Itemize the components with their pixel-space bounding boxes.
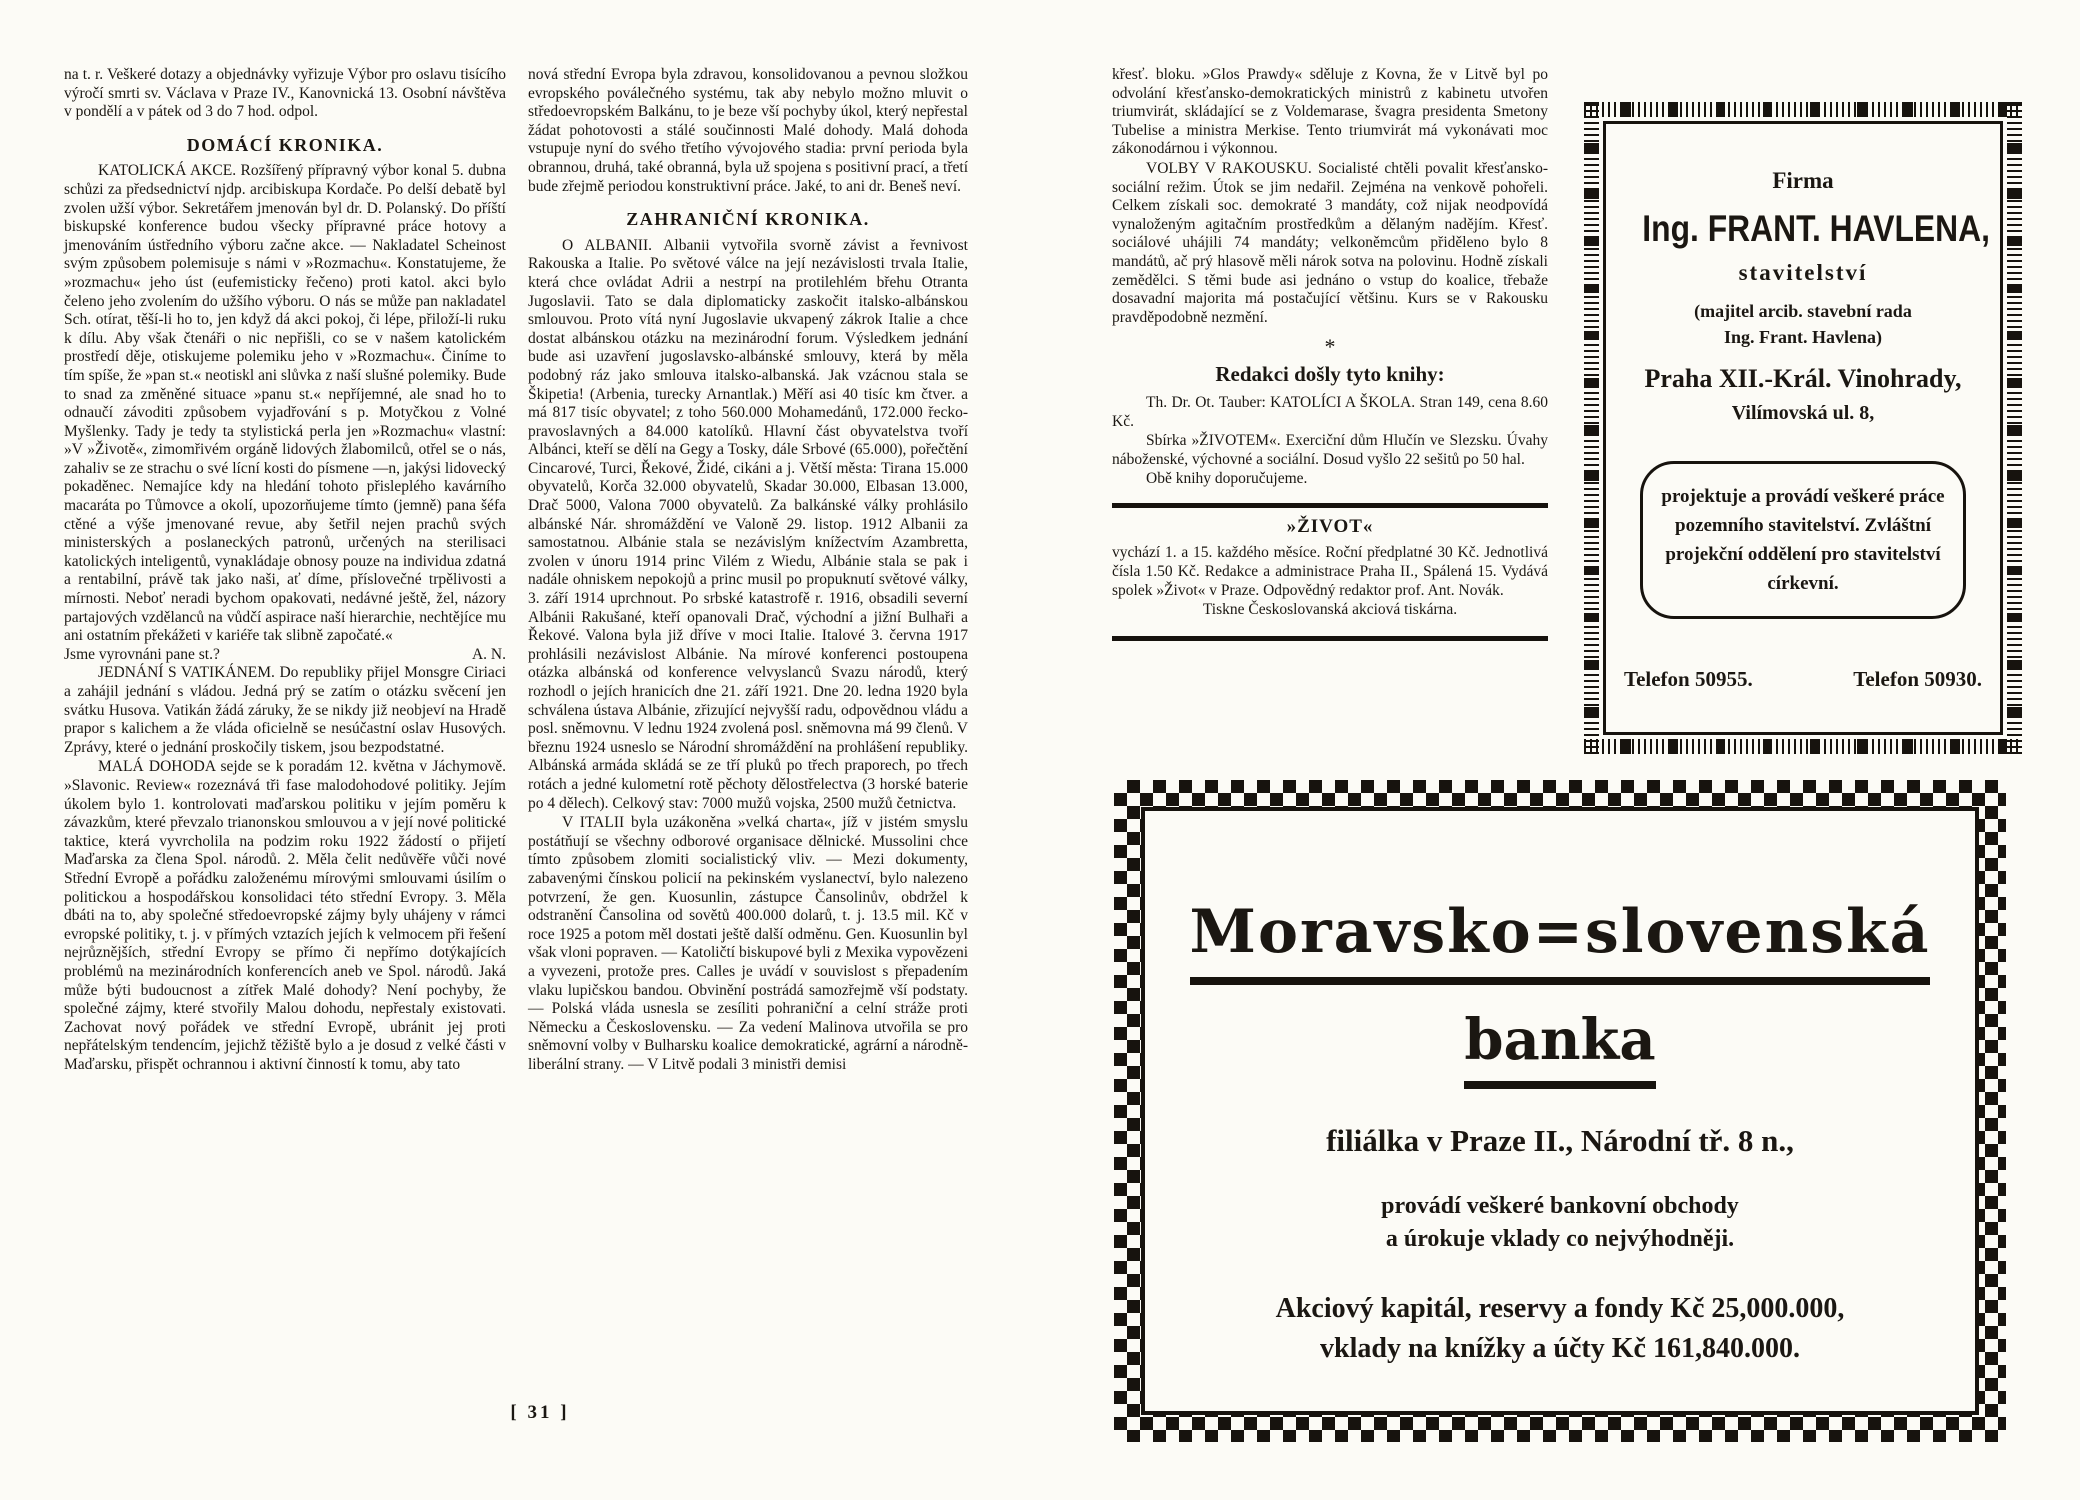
paragraph-intro: na t. r. Veškeré dotazy a objednávky vyřizuje Výbor pro oslavu tisícího výročí smrti sv. Václava v Praze IV., Kanovnická 13. Osobní návštěva v pondělí a v pátek od 3 do 7 hod. odpol. — [64, 66, 506, 121]
hatched-border-top — [1584, 102, 2022, 117]
paragraph-continuation: nová střední Evropa byla zdravou, konsolidovanou a pevnou složkou evropského poválečného systému, tak aby nebylo možno mluvit o středoevropském Balkánu, to je beze vší pochyby úkol, který nepřestal žádat pohotovosti a stálé součinnosti Malé dohody. Malá dohoda vstupuje nyní do svého třetího vývojového stadia: první perioda byla obrannou, druhá, také obranná, byla už spojena s positivní prací, a třetí bude zřejmě periodou konstruktivní práce. Jaké, to ani dr. Beneš neví. — [528, 66, 968, 195]
printer-line: Tiskne Českoslovanská akciová tiskárna. — [1202, 601, 1458, 619]
book-item-zivotem: Sbírka »ŽIVOTEM«. Exerciční dům Hlučín ve Slezsku. Úvahy náboženské, výchovné a sociální. Dosud vyšlo 22 sešitů po 50 hal. — [1112, 432, 1548, 468]
paragraph-katolicka-akce: KATOLICKÁ AKCE. Rozšířený přípravný výbor konal 5. dubna schůzi za předsednictví njdp. arcibiskupa Kordače. Po delší debatě byl zvolen užší výbor. Sekretářem jmenován byl dr. D. Polanský. Do příští biskupské konference budou všecky přípravné práce hotovy a jmenováním ústředního výboru začne akce. — Nakladatel Scheinost svým způsobem polemisuje s námi v »Rozmachu«. Konstatujeme, že »rozmachu« jeho úst (eufemisticky řečeno) proti katol. akci bylo čeleno jeho zvolením do užšího výboru. O nás se může pan nakladatel Sch. otírat, těší-li ho to, jen když dá akci pokoj, či lépe, přiloží-li ruku k dílu. Aby však čtenáři o nic nepřišli, co se v našem katolickém prostředí děje, otiskujeme polemiku jeho v »Rozmachu«. Činíme to tím spíše, že »pan st.« neotiskl ani slůvka z naší slušné polemiky. Bude to snad za změněné situace »panu st.« nepříjemné, ale snad ho to odnaučí závoditi způsobem vyjadřování s p. Motyčkou z Volné Myšlenky. Tady je tedy ta stylistická perla jen »Rozmachu« vlastní: »V »Životě«, zimomřivém orgáně lidových žlabomilců, otřel se o nás, zahaliv se ze strachu o své lícní kosti do písmene —n, jakýsi lidovecký pokaděnec. Nemajíce kdy na hledání tohoto přisleplého kavárního macaráta po Tůmovce a okolí, upozorňujeme tímto (jemně) pana šéfa ctěné a výše jmenované revue, aby šetřil nejen prachů svých ministerských a poslaneckých patronů, určených na sterilisaci katolických inteligentů, vynakládaje obnosy pouze na individua zdatná a rentabilní, právě tak jako naši, ať díme, příslovečné trpělivosti a mírnosti. Neboť neradi bychom opakovati, nedávné ještě, žel, názory partajových vzdělanců na vůdčí aspirace naší hierarchie, nechtějíce mu ani ostatním překážeti v kariéře tak slibně započaté.« — [64, 162, 506, 645]
ad-phone-1: Telefon 50955. — [1624, 667, 1753, 691]
asterisk-separator: * — [1324, 334, 1336, 360]
paragraph-mala-dohoda: MALÁ DOHODA sejde se k poradám 12. května v Jáchymově. »Slavonic. Review« rozeznává tři fase malodohodové politiky. Jejím úkolem bylo 1. kontrolovati maďarskou politiku v jejím poměru k závazkům, které převzalo trianonskou smlouvou a v její nové politické taktice, která vyvrcholila na podzim roku 1922 žádostí o přijetí Maďarska za člena Spol. národů. 2. Měla čelit nedůvěře vůči nové Střední Evropě a pořádku založenému mírovými smlouvami úsilím o politickou a hospodářskou konsolidaci této střední Evropy. 3. Měla dbáti na to, aby společné středoevropské zájmy byly uhájeny v rámci evropské politiky, t. j. v přímých vztazích jejích k velmocem při řešení nejrůznějších, střední Evropy se přímo či nepřímo dotýkajících problémů na mezinárodních konferencích aneb ve Spol. národů. Jaká může býti budoucnost a zítřek Malé dohody? Není pochyby, že společné zájmy, které stvořily Malou dohodu, nepřestaly existovati. Zachovat nový pořádek ve střední Evropě, ubránit jej proti nepřátelským tendencím, jejichž těžiště bylo a je dosud z velké části v Maďarsku, přispět ochrannou i aktivní činností k tomu, aby tato — [64, 758, 506, 1073]
bank-name-line2: banka — [1464, 1007, 1655, 1089]
books-note: Obě knihy doporučujeme. — [1146, 470, 1308, 488]
divider-rule — [1112, 636, 1548, 641]
bank-advertisement — [1114, 780, 2006, 1442]
paragraph-o-albanii: O ALBANII. Albanii vytvořila svorně závist a řevnivost Rakouska a Italie. Po světové válce na její nezávislosti trvala Italie, která chce ovládat Adrii a nestrpí na protilehlém břehu Otranta Jugoslavii. Tato se dala diplomaticky zaskočit italsko-albánskou smlouvou. Proto vítá nyní Jugoslavie ukvapený zákrok Italie a chce dostat albánskou otázku na mezinárodní forum. Výsledkem jednání bude asi uzavření jugoslavsko-albánské smlouvy, která by měla podobný ráz jako smlouva italsko-albanská. Jak vzácnou stala se Škipetia! (Arbenia, turecky Arnantlak.) Měří asi 40 tisíc km čtver. a má 817 tisíc obyvatel; z toho 560.000 Mohamedánů, 172.000 řecko-pravoslavných a 84.000 katolíků. Hlavní část obyvatelstva tvoří Albánci, kteří se dělí na Gegy a Tosky, dále Srbové (65.000), pořečtění Cincarové, Turci, Řekové, Židé, cikáni a j. Větší města: Tirana 15.000 obyvatelů, Korča 32.000 obyvatelů, Skadar 30.000, Elbasan 13.000, Drač 5000, Valona 7000 obyvatelů. Za balkánské války prohlásilo albánské Nár. shromáždění ve Valoně 29. listop. 1912 Albanii za samostatnou. Albánie stala se nezávislým knížectvím Azambretta, zvolen v únoru 1914 princ Vilém z Wiedu, Albánie stala se pak i nadále ohniskem nepokojů a princ musil po propuknutí světové války, 3. září 1914 uprchnout. Po srbské katastrofě r. 1916, obsadili severní Albánii Rakušané, kteří opanovali Drač, východní a jižní Bulhaři a Řekové. Valona byla již dříve v moci Italie. Italové 3. června 1917 prohlásili nezávislost Albánie. Na mírové konferenci postoupena otázka albánská od konference velvyslanců Svazu národů, který rozhodl o jejích hranicích dne 21. září 1921. Dne 20. ledna 1920 byla schválena ústava Albánie, zřizující nejvyšší radu, odpovědnou vládu a posl. sněmovnu. V lednu 1924 zvolená posl. sněmovna má 99 členů. V březnu 1924 usneslo se Národní shromáždění na prohlášení republiky. Albánská armáda skládá se ze tří pluků po třech praporech, po třech rotách a jedné kulometní rotě pěchoty dělostřelectva (3 horské baterie po 4 dělech). Celkový stav: 7000 mužů vojska, 2500 mužů četnictva. — [528, 236, 968, 812]
paragraph-zivot-imprint: vychází 1. a 15. každého měsíce. Roční předplatné 30 Kč. Jednotlivá čísla 1.50 Kč. Redakce a administrace Praha II., Spálená 15. Vydává spolek »Život« v Praze. Odpovědný redaktor prof. Ant. Novák. — [1112, 544, 1548, 599]
ad-trade: stavitelství — [1738, 260, 1868, 285]
ad-company-name: Ing. FRANT. HAVLENA, — [1642, 208, 1990, 249]
page-number: [ 31 ] — [510, 1402, 570, 1423]
question-text: Jsme vyrovnáni pane st.? — [64, 645, 220, 663]
hatched-border-right — [2007, 102, 2022, 754]
bank-services-line2: a úrokuje vklady co nejvýhodněji. — [1385, 1226, 1735, 1252]
paragraph-volby-v-rakousku: VOLBY V RAKOUSKU. Socialisté chtěli povalit křesťansko-sociální režim. Útok se jim nedařil. Zejména na venkově pohořeli. Celkem získali soc. demokraté 3 mandáty, což nijak neodpovídá vynaloženým agitačním prostředkům a dělaným nadějím. Křesť. sociálové uhájili 74 mandáty; velkoněmcům přiděleno bylo 8 mandátů, ač prý hlasově měli nárok sotva na polovinu. Hodně získali zemědělci. S těmi bude asi jednáno o vstup do koalice, třebaže dosavadní majorita má postačující většinu. Kurs se v Rakousku pravděpodobně nezmění. — [1112, 159, 1548, 326]
books-heading: Redakci došly tyto knihy: — [1215, 362, 1445, 387]
ad-phone-2: Telefon 50930. — [1853, 667, 1982, 691]
bank-name-line1: Moravsko=slovenská — [1190, 897, 1931, 985]
bank-capital-line1: Akciový kapitál, reservy a fondy Kč 25,000.000, — [1275, 1293, 1845, 1324]
author-initials: A. N. — [471, 645, 506, 663]
ad-owner-note-line2: Ing. Frant. Havlena) — [1723, 327, 1882, 347]
ad-owner-note — [1614, 298, 1992, 350]
ad-phones — [1614, 667, 1992, 692]
bank-branch-line: filiálka v Praze II., Národní tř. 8 n., — [1326, 1123, 1794, 1158]
section-heading-zahranicni-kronika: ZAHRANIČNÍ KRONIKA. — [626, 209, 870, 230]
middle-column — [528, 66, 968, 1074]
hatched-border-left — [1584, 102, 1599, 754]
paragraph-jednani-s-vatikanem: JEDNÁNÍ S VATIKÁNEM. Do republiky přijel Monsgre Ciriaci a zahájil jednání s vládou. Jedná prý se zatím o otázku svěcení jen svátku Husova. Vatikán žádá záruky, že se nikdy již neobjeví na Hradě prapor s kalichem a že vláda oficielně se nesúčastní oslav Husových. Zprávy, které o jednání proskočily tiskem, jsou bezpodstatné. — [64, 664, 506, 756]
havlena-advertisement — [1584, 102, 2022, 754]
ad-owner-note-line1: (majitel arcib. stavební rada — [1694, 301, 1912, 321]
signature-line — [64, 646, 506, 665]
section-heading-domaci-kronika: DOMÁCÍ KRONIKA. — [186, 134, 384, 155]
divider-rule — [1112, 503, 1548, 508]
ad-label-firma: Firma — [1772, 168, 1834, 193]
paragraph-continuation: křesť. bloku. »Glos Prawdy« sděluje z Kovna, že v Litvě byl po odvolání křesťansko-demokratických ministrů z kabinetu utvořen triumvirát, skládající se z Voldemarase, švagra presidenta Smetony Tubelise a ministra Merkise. Tento triumvirát má vykonávati moc zákonodárnou i výkonnou. — [1112, 66, 1548, 158]
ad-city: Praha XII.-Král. Vinohrady, — [1644, 364, 1962, 393]
bank-capital-line2: vklady na knížky a účty Kč 161,840.000. — [1320, 1333, 1800, 1364]
hatched-border-bottom — [1584, 739, 2022, 754]
left-column — [64, 66, 506, 1074]
ad-street: Vilímovská ul. 8, — [1731, 402, 1875, 424]
book-item-tauber: Th. Dr. Ot. Tauber: KATOLÍCI A ŠKOLA. Stran 149, cena 8.60 Kč. — [1112, 393, 1548, 430]
right-column — [1112, 66, 1548, 641]
ad-scalloped-box: projektuje a provádí veškeré práce pozemního stavitelství. Zvláštní projekční oddělení pro stavitelství církevní. — [1640, 461, 1966, 619]
paragraph-v-italii: V ITALII byla uzákoněna »velká charta«, jíž v jistém smyslu postátňují se všechny odborové organisace dělnické. Mussolini chce tímto způsobem zlomiti socialistický vliv. — Mezi dokumenty, zabavenými čínskou policií na pekinském vyslanectví, bylo nalezeno potvrzení, že gen. Kuosunlin, zástupce Čansolinův, obdržel k odstranění Čansolina od sovětů 400.000 dolarů, t. j. 13.5 mil. Kč v roce 1925 a potom měl dostati ještě další odměnu. Gen. Kuosunlin byl však vloni popraven. — Katoličtí biskupové byli z Mexika vypovězeni a vyvezeni, protože pres. Calles je uvádí v souvislost s přepadením vlaku lupičskou bandou. Obvinění postrádá samozřejmě vší podstaty. — Polská vláda usnesla se zesíliti pohraniční a celní stráže proti Německu a Československu. — Za vedení Malinova utvořila se pro sněmovní volby v Bulharsku koalice demokratické, agrární a národně-liberální strany. — V Litvě podali 3 ministři demisi — [528, 814, 968, 1073]
havlena-ad-frame — [1603, 121, 2003, 735]
zivot-heading: »ŽIVOT« — [1286, 515, 1374, 537]
bank-services-line1: provádí veškeré bankovní obchody — [1381, 1193, 1739, 1219]
bank-ad-frame — [1141, 807, 1979, 1415]
